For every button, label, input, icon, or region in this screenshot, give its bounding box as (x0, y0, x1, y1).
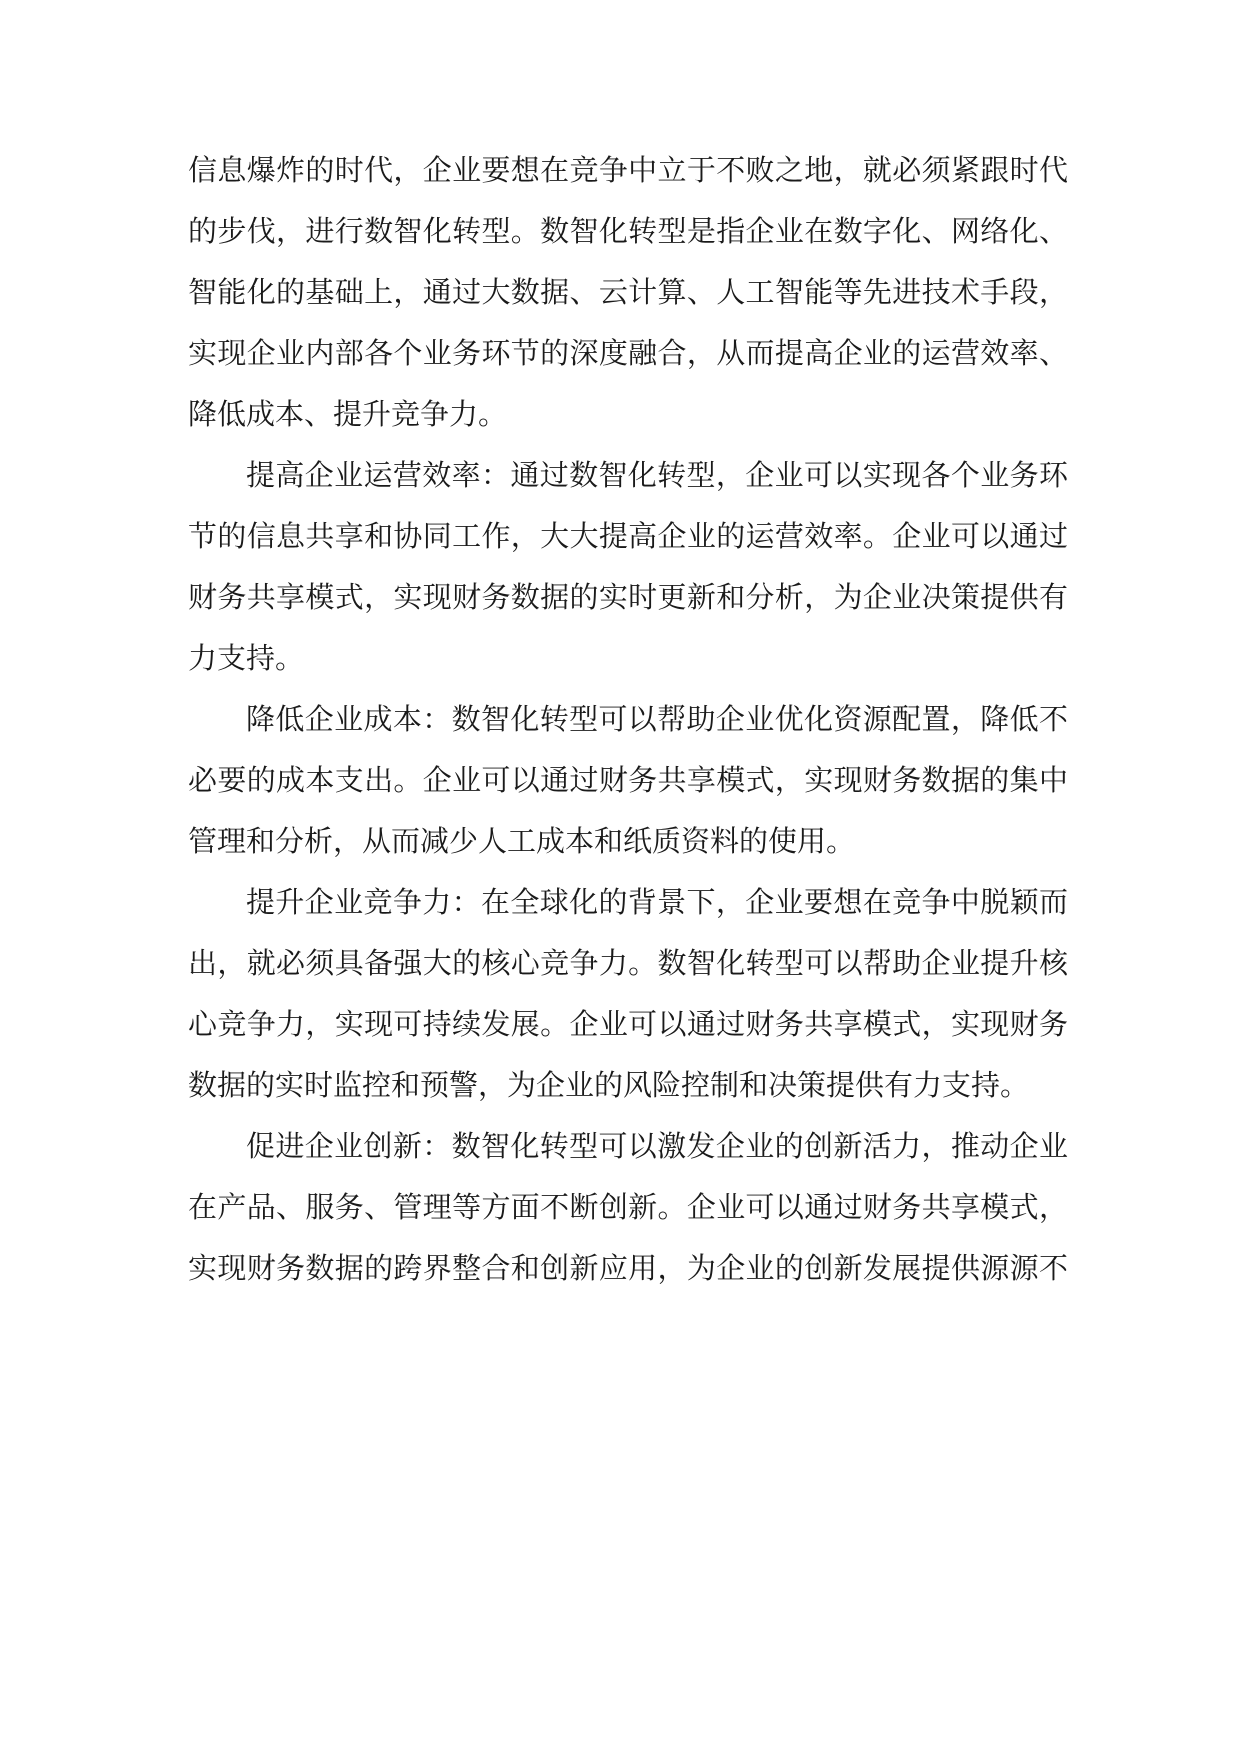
paragraph-efficiency (188, 445, 1068, 689)
paragraph-innovation (188, 1116, 1068, 1299)
text-line: 降低成本、提升竞争力。 (188, 397, 508, 431)
text-line: 信息爆炸的时代，企业要想在竞争中立于不败之地，就必须紧跟时代 (188, 153, 1068, 187)
text-line: 实现财务数据的跨界整合和创新应用，为企业的创新发展提供源源不 (188, 1251, 1068, 1285)
document-body (188, 140, 1068, 1299)
paragraph-competitiveness (188, 872, 1068, 1116)
text-line: 管理和分析，从而减少人工成本和纸质资料的使用。 (188, 824, 856, 858)
text-line: 的步伐，进行数智化转型。数智化转型是指企业在数字化、网络化、 (188, 214, 1068, 248)
text-line: 促进企业创新：数智化转型可以激发企业的创新活力，推动企业 (246, 1129, 1068, 1163)
text-line: 提升企业竞争力：在全球化的背景下，企业要想在竞争中脱颖而 (246, 885, 1068, 919)
text-line: 提高企业运营效率：通过数智化转型，企业可以实现各个业务环 (246, 458, 1068, 492)
text-line: 数据的实时监控和预警，为企业的风险控制和决策提供有力支持。 (188, 1068, 1030, 1102)
text-line: 财务共享模式，实现财务数据的实时更新和分析，为企业决策提供有 (188, 580, 1068, 614)
text-line: 出，就必须具备强大的核心竞争力。数智化转型可以帮助企业提升核 (188, 946, 1068, 980)
text-line: 降低企业成本：数智化转型可以帮助企业优化资源配置，降低不 (246, 702, 1068, 736)
text-line: 在产品、服务、管理等方面不断创新。企业可以通过财务共享模式， (188, 1190, 1068, 1224)
text-line: 必要的成本支出。企业可以通过财务共享模式，实现财务数据的集中 (188, 763, 1068, 797)
text-line: 智能化的基础上，通过大数据、云计算、人工智能等先进技术手段， (188, 275, 1068, 309)
text-line: 力支持。 (188, 641, 305, 675)
text-line: 心竞争力，实现可持续发展。企业可以通过财务共享模式，实现财务 (188, 1007, 1068, 1041)
text-line: 实现企业内部各个业务环节的深度融合，从而提高企业的运营效率、 (188, 336, 1068, 370)
paragraph-intro (188, 140, 1068, 445)
text-line: 节的信息共享和协同工作，大大提高企业的运营效率。企业可以通过 (188, 519, 1068, 553)
paragraph-cost (188, 689, 1068, 872)
